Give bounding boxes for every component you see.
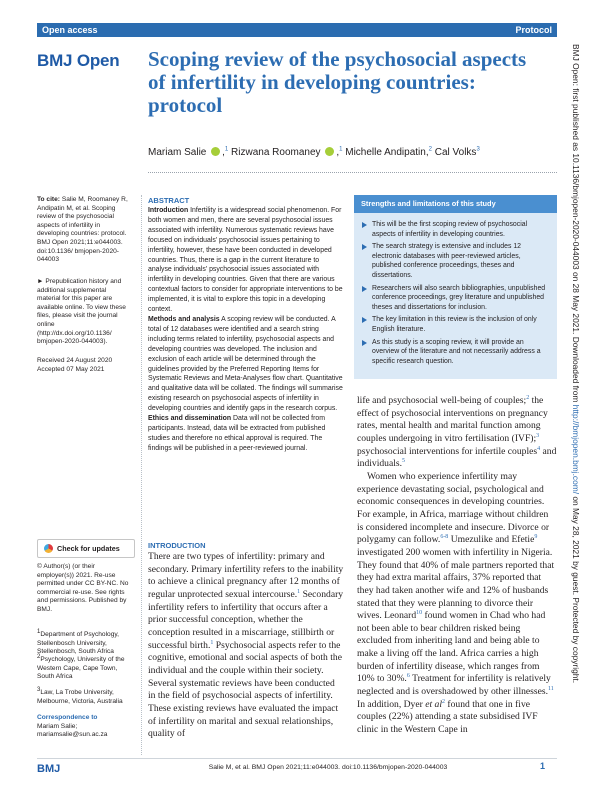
cite-block: To cite: Salie M, Roomaney R, Andipatin M, et al. Scoping review of the psychosocial aspects of infertility in developing countries: protocol. BMJ Open 2021;11:e044003. doi:10.1136/ bmjopen-2020-044003 <box>37 196 128 264</box>
copyright-notice: © Author(s) (or their employer(s)) 2021. Re-use permitted under CC BY-NC. No commercial re-use. See rights and permissions. Published by BMJ. <box>37 563 129 613</box>
prepub-note: ► Prepublication history and additional supplemental material for this paper are available online. To view these files, please visit the journal online (http://dx.doi.org/10.1136/ bmjopen-2020-044003). <box>37 278 126 346</box>
bmjopen-link[interactable]: http://bmjopen.bmj.com/ <box>571 404 581 495</box>
page-number: 1 <box>540 761 546 771</box>
introduction-heading: INTRODUCTION <box>148 541 206 550</box>
bullet-triangle-icon <box>362 286 367 292</box>
orcid-icon[interactable] <box>325 147 334 156</box>
check-for-updates-button[interactable]: Check for updates <box>37 539 135 558</box>
list-item: The search strategy is extensive and includes 12 electronic databases with peer-reviewed articles, published conference proceedings, theses and dissertations. <box>362 242 552 280</box>
header-open-access: Open access <box>42 25 98 35</box>
list-item: This will be the first scoping review of psychosocial aspects of infertility in developing countries. <box>362 220 552 239</box>
author-name[interactable]: Mariam Salie <box>148 147 207 158</box>
strengths-list <box>362 220 552 369</box>
journal-logo: BMJ Open <box>37 51 120 70</box>
affiliation: $^2$Psychology, University of the Western Cape, Cape Town, South Africa <box>37 653 125 681</box>
introduction-body: There are two types of infertility: primary and secondary. Primary infertility refers to the inability to achieve a clinical pregnancy after 12 months of regular unprotected sexual intercourse.$^1$ Secondary infertility refers to infertility that occurs after a prior successful conception, whether the conception resulted in a miscarriage, stillbirth or successful birth.$^1$ Psychosocial aspects refer to the cognitive, emotional and social aspects of both the individual and the couple within their society. Several systematic reviews have been conducted in the field of psychosocial aspects of infertility. These existing reviews have evaluated the impact of infertility on marital and sexual relationships, quality of <box>148 551 344 740</box>
author-name[interactable]: Rizwana Roomaney <box>231 147 321 158</box>
column-divider <box>141 195 142 755</box>
received-date: Received 24 August 2020 <box>37 357 113 364</box>
author-name[interactable]: Cal Volks <box>434 147 477 158</box>
download-notice: BMJ Open: first published as 10.1136/bmjopen-2020-044003 on 28 May 2021. Downloaded from http://bmjopen.bmj.com/ on May 28, 2021 by guest. Protected by copyright. <box>571 44 581 684</box>
email-link[interactable]: mariamsalie@sun.ac.za <box>37 731 108 739</box>
abstract-body: Introduction Infertility is a widespread social phenomenon. For both women and men, there are several psychosocial issues associated with infertility. Numerous systematic reviews have focused on individuals' psychosocial issues pertaining to infertility, however, these have been conducted in developed countries. Thus, there is a gap in the current literature to analyse individuals' psychosocial issues associated with infertility in developing countries. Given that there are various contextual factors to consider for appropriate interventions to be implemented, it is vital to explore this topic in a developing context. Methods and analysis A scoping review will be conducted. A total of 12 databases were identified and a search string including terms related to infertility, psychosocial aspects and developing countries was developed. The inclusion and exclusion of each article will be determined through the guidelines provided by the Preferred Reporting Items for Systematic Reviews and Meta-Analyses flow chart. Quantitative and qualitative data will be collated. The findings will summarise existing research on psychosocial aspects of infertility in developing countries and identify gaps in the research corpus. Ethics and dissemination Data will not be collected from participants. Instead, data will be extracted from published studies and therefore no ethical approval is required. The findings will be published in a peer-reviewed journal. <box>148 207 343 452</box>
abstract-heading: ABSTRACT <box>148 196 190 205</box>
affiliation: $^3$Law, La Trobe University, Melbourne, Victoria, Australia <box>37 686 123 705</box>
crossmark-icon <box>44 544 53 553</box>
author-list: Mariam Salie ,$^1$ Rizwana Roomaney ,$^1$ Michelle Andipatin,$^2$ Cal Volks$^3$ <box>148 146 480 158</box>
list-item: Researchers will also search bibliographies, unpublished conference proceedings, grey literature and unpublished theses and dissertations for inclusion. <box>362 284 552 313</box>
strengths-heading: Strengths and limitations of this study <box>354 195 557 213</box>
bullet-triangle-icon <box>362 340 367 346</box>
bullet-triangle-icon <box>362 244 367 250</box>
divider <box>148 172 557 173</box>
footer-rule <box>37 758 557 759</box>
bullet-triangle-icon <box>362 317 367 323</box>
author-name[interactable]: Michelle Andipatin, <box>345 147 429 158</box>
header-bar <box>37 23 557 37</box>
orcid-icon[interactable] <box>211 147 220 156</box>
header-article-type: Protocol <box>515 25 552 35</box>
bmj-footer-logo: BMJ <box>37 763 61 775</box>
right-column-body: life and psychosocial well-being of couples;$^2$ the effect of psychosocial interventions on pregnancy rates, mental health and marital function among couples undergoing in vitro fertilisation (IVF);$^3$ psychosocial interventions for infertile couples$^4$ and individuals.$^5$ Women who experience infertility may experience devastating social, psychological and economic consequences in developing countries. For example, in Africa, marriage without children is considered incomplete and insecure. Divorce or polygamy can follow.$^{6-8}$ Umezulike and Efetie$^9$ investigated 200 women with infertility in Nigeria. They found that 40% of male partners reported that they had extra marital affairs, 37% reported that they had taken another wife and 12% of husbands stated that they were planning to divorce their wives. Leonard$^{10}$ found women in Chad who had not been able to bear children risked being excluded from inheriting land and being able to make a living off the land. Africa carries a high burden of infertility disease, which ranges from 10% to 30%.$^6$ Treatment for infertility is relatively neglected and is overshadowed by other illnesses.$^{11}$ In addition, Dyer et $al^2$ found that one in five couples (22%) attending a state subsidised IVF clinic in the Western Cape in <box>357 394 557 736</box>
accepted-date: Accepted 07 May 2021 <box>37 366 105 373</box>
article-title: Scoping review of the psychosocial aspects of infertility in developing countries: protocol <box>148 47 527 117</box>
bullet-triangle-icon <box>362 222 367 228</box>
affiliation: $^1$Department of Psychology, Stellenbosch University, Stellenbosch, South Africa <box>37 628 120 656</box>
strengths-box <box>354 195 557 379</box>
footer-citation: Salie M, et al. BMJ Open 2021;11:e044003. doi:10.1136/bmjopen-2020-044003 <box>208 764 448 771</box>
correspondence: Correspondence to Mariam Salie; mariamsalie@sun.ac.za <box>37 714 108 739</box>
list-item: As this study is a scoping review, it will provide an overview of the literature and not necessarily address a specific research question. <box>362 338 552 367</box>
list-item: The key limitation in this review is the inclusion of only English literature. <box>362 315 552 334</box>
